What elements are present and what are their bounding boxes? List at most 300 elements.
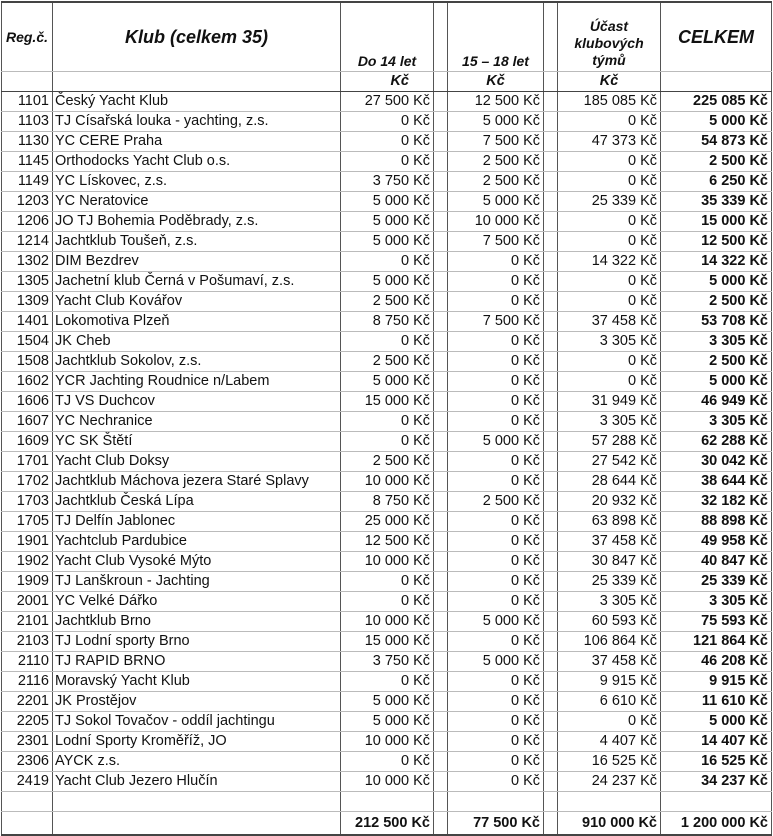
ucast-cell: 4 407 Kč — [558, 732, 661, 752]
separator-column — [544, 72, 558, 92]
do14-cell: 0 Kč — [341, 432, 434, 452]
unit-ucast: Kč — [558, 72, 661, 92]
separator-column — [544, 172, 558, 192]
ucast-cell: 0 Kč — [558, 212, 661, 232]
club-name-cell: AYCK z.s. — [53, 752, 341, 772]
age-15-18-cell: 7 500 Kč — [448, 132, 544, 152]
club-name-cell: Jachtklub Toušeň, z.s. — [53, 232, 341, 252]
ucast-cell: 0 Kč — [558, 272, 661, 292]
do14-cell: 27 500 Kč — [341, 92, 434, 112]
table-row — [2, 452, 772, 472]
table-row — [2, 352, 772, 372]
separator-column — [434, 672, 448, 692]
total-ucast: 910 000 Kč — [558, 812, 661, 836]
separator-column — [544, 292, 558, 312]
do14-cell: 5 000 Kč — [341, 192, 434, 212]
reg-number-cell: 1909 — [2, 572, 53, 592]
separator-column — [434, 732, 448, 752]
ucast-cell: 47 373 Kč — [558, 132, 661, 152]
reg-number-cell: 1309 — [2, 292, 53, 312]
celkem-cell: 49 958 Kč — [661, 532, 772, 552]
header-do14: Do 14 let — [341, 2, 434, 72]
separator-column — [544, 672, 558, 692]
ucast-cell: 0 Kč — [558, 232, 661, 252]
table-row — [2, 472, 772, 492]
reg-number-cell: 2103 — [2, 632, 53, 652]
age-15-18-cell: 0 Kč — [448, 732, 544, 752]
reg-number-cell: 1206 — [2, 212, 53, 232]
reg-number-cell: 2101 — [2, 612, 53, 632]
celkem-cell: 2 500 Kč — [661, 292, 772, 312]
table-row — [2, 312, 772, 332]
reg-number-cell: 1609 — [2, 432, 53, 452]
club-funding-table — [1, 1, 772, 836]
age-15-18-cell: 0 Kč — [448, 392, 544, 412]
age-15-18-cell: 7 500 Kč — [448, 312, 544, 332]
celkem-cell: 5 000 Kč — [661, 712, 772, 732]
table-row — [2, 432, 772, 452]
table-row — [2, 332, 772, 352]
age-15-18-cell: 0 Kč — [448, 452, 544, 472]
separator-column — [544, 392, 558, 412]
do14-cell: 5 000 Kč — [341, 212, 434, 232]
club-name-cell: YC Nechranice — [53, 412, 341, 432]
celkem-cell: 25 339 Kč — [661, 572, 772, 592]
do14-cell: 5 000 Kč — [341, 372, 434, 392]
separator-column — [434, 532, 448, 552]
separator-column — [544, 152, 558, 172]
table-row — [2, 212, 772, 232]
separator-column — [434, 492, 448, 512]
separator-column — [434, 312, 448, 332]
celkem-cell: 3 305 Kč — [661, 412, 772, 432]
table-row — [2, 392, 772, 412]
club-name-cell: YC Lískovec, z.s. — [53, 172, 341, 192]
age-15-18-cell: 5 000 Kč — [448, 432, 544, 452]
separator-column — [434, 432, 448, 452]
header-klub: Klub (celkem 35) — [53, 2, 341, 72]
do14-cell: 12 500 Kč — [341, 532, 434, 552]
separator-column — [434, 332, 448, 352]
table-row — [2, 372, 772, 392]
table-row — [2, 192, 772, 212]
separator-column — [544, 812, 558, 836]
separator-column — [434, 412, 448, 432]
ucast-cell: 14 322 Kč — [558, 252, 661, 272]
header-ucast — [558, 2, 661, 72]
reg-number-cell: 1305 — [2, 272, 53, 292]
celkem-cell: 32 182 Kč — [661, 492, 772, 512]
total-celkem: 1 200 000 Kč — [661, 812, 772, 836]
do14-cell: 0 Kč — [341, 672, 434, 692]
separator-column — [544, 112, 558, 132]
table-row — [2, 92, 772, 112]
club-name-cell: YC Velké Dářko — [53, 592, 341, 612]
club-name-cell: Český Yacht Klub — [53, 92, 341, 112]
celkem-cell: 40 847 Kč — [661, 552, 772, 572]
do14-cell: 10 000 Kč — [341, 552, 434, 572]
blank-row — [2, 792, 772, 812]
celkem-cell: 35 339 Kč — [661, 192, 772, 212]
reg-number-cell: 2419 — [2, 772, 53, 792]
celkem-cell: 62 288 Kč — [661, 432, 772, 452]
table-row — [2, 232, 772, 252]
separator-column — [544, 612, 558, 632]
unit-cell-empty — [661, 72, 772, 92]
reg-number-cell: 1602 — [2, 372, 53, 392]
age-15-18-cell: 0 Kč — [448, 572, 544, 592]
reg-number-cell: 2306 — [2, 752, 53, 772]
club-name-cell: Lokomotiva Plzeň — [53, 312, 341, 332]
celkem-cell: 54 873 Kč — [661, 132, 772, 152]
do14-cell: 10 000 Kč — [341, 732, 434, 752]
separator-column — [544, 372, 558, 392]
table-row — [2, 272, 772, 292]
celkem-cell: 30 042 Kč — [661, 452, 772, 472]
separator-column — [544, 712, 558, 732]
table-row — [2, 632, 772, 652]
club-name-cell: DIM Bezdrev — [53, 252, 341, 272]
reg-number-cell: 1703 — [2, 492, 53, 512]
age-15-18-cell: 0 Kč — [448, 712, 544, 732]
ucast-cell: 0 Kč — [558, 112, 661, 132]
separator-column — [434, 132, 448, 152]
reg-number-cell: 2201 — [2, 692, 53, 712]
separator-column — [544, 472, 558, 492]
separator-column — [434, 112, 448, 132]
do14-cell: 25 000 Kč — [341, 512, 434, 532]
celkem-cell: 121 864 Kč — [661, 632, 772, 652]
celkem-cell: 12 500 Kč — [661, 232, 772, 252]
club-name-cell: TJ Lodní sporty Brno — [53, 632, 341, 652]
age-15-18-cell: 5 000 Kč — [448, 652, 544, 672]
header-reg: Reg.č. — [2, 2, 53, 72]
table-row — [2, 752, 772, 772]
club-name-cell: Jachtklub Sokolov, z.s. — [53, 352, 341, 372]
separator-column — [544, 452, 558, 472]
table-row — [2, 732, 772, 752]
separator-column — [544, 732, 558, 752]
do14-cell: 0 Kč — [341, 112, 434, 132]
age-15-18-cell: 0 Kč — [448, 292, 544, 312]
reg-number-cell: 2301 — [2, 732, 53, 752]
table-row — [2, 132, 772, 152]
club-name-cell: Yacht Club Vysoké Mýto — [53, 552, 341, 572]
separator-column — [434, 192, 448, 212]
celkem-cell: 3 305 Kč — [661, 592, 772, 612]
celkem-cell: 9 915 Kč — [661, 672, 772, 692]
celkem-cell: 5 000 Kč — [661, 372, 772, 392]
club-name-cell: Jachtklub Brno — [53, 612, 341, 632]
separator-column — [434, 472, 448, 492]
do14-cell: 15 000 Kč — [341, 632, 434, 652]
club-name-cell: YC Neratovice — [53, 192, 341, 212]
separator-column — [544, 592, 558, 612]
reg-number-cell: 1705 — [2, 512, 53, 532]
do14-cell: 15 000 Kč — [341, 392, 434, 412]
do14-cell: 0 Kč — [341, 752, 434, 772]
ucast-cell: 3 305 Kč — [558, 332, 661, 352]
table-row — [2, 112, 772, 132]
age-15-18-cell: 0 Kč — [448, 552, 544, 572]
age-15-18-cell: 5 000 Kč — [448, 192, 544, 212]
age-15-18-cell: 0 Kč — [448, 672, 544, 692]
separator-column — [434, 392, 448, 412]
club-name-cell: JK Cheb — [53, 332, 341, 352]
reg-number-cell: 1101 — [2, 92, 53, 112]
unit-row — [2, 72, 772, 92]
do14-cell: 3 750 Kč — [341, 172, 434, 192]
reg-number-cell: 2205 — [2, 712, 53, 732]
separator-column — [434, 452, 448, 472]
reg-number-cell: 1508 — [2, 352, 53, 372]
reg-number-cell: 1702 — [2, 472, 53, 492]
club-name-cell: Yachtclub Pardubice — [53, 532, 341, 552]
age-15-18-cell: 0 Kč — [448, 332, 544, 352]
club-name-cell: Jachtklub Máchova jezera Staré Splavy — [53, 472, 341, 492]
club-name-cell: JK Prostějov — [53, 692, 341, 712]
unit-cell-empty — [2, 72, 53, 92]
ucast-cell: 37 458 Kč — [558, 652, 661, 672]
celkem-cell: 46 949 Kč — [661, 392, 772, 412]
separator-column — [544, 572, 558, 592]
do14-cell: 0 Kč — [341, 132, 434, 152]
separator-column — [544, 652, 558, 672]
do14-cell: 10 000 Kč — [341, 472, 434, 492]
separator-column — [434, 712, 448, 732]
separator-column — [434, 592, 448, 612]
separator-column — [544, 312, 558, 332]
reg-number-cell: 2116 — [2, 672, 53, 692]
celkem-cell: 5 000 Kč — [661, 112, 772, 132]
club-name-cell: Lodní Sporty Kroměříž, JO — [53, 732, 341, 752]
reg-number-cell: 1504 — [2, 332, 53, 352]
table-row — [2, 672, 772, 692]
club-name-cell: Yacht Club Doksy — [53, 452, 341, 472]
separator-column — [544, 692, 558, 712]
header-ucast-line3: týmů — [592, 52, 626, 68]
separator-column — [434, 652, 448, 672]
do14-cell: 10 000 Kč — [341, 612, 434, 632]
table-row — [2, 512, 772, 532]
ucast-cell: 6 610 Kč — [558, 692, 661, 712]
reg-number-cell: 1149 — [2, 172, 53, 192]
separator-column — [434, 772, 448, 792]
table-row — [2, 412, 772, 432]
age-15-18-cell: 12 500 Kč — [448, 92, 544, 112]
table-row — [2, 152, 772, 172]
celkem-cell: 16 525 Kč — [661, 752, 772, 772]
ucast-cell: 16 525 Kč — [558, 752, 661, 772]
do14-cell: 2 500 Kč — [341, 452, 434, 472]
separator-column — [434, 172, 448, 192]
reg-number-cell: 1901 — [2, 532, 53, 552]
age-15-18-cell: 0 Kč — [448, 252, 544, 272]
club-name-cell: TJ RAPID BRNO — [53, 652, 341, 672]
club-name-cell: TJ Delfín Jablonec — [53, 512, 341, 532]
header-15-18: 15 – 18 let — [448, 2, 544, 72]
reg-number-cell: 1701 — [2, 452, 53, 472]
celkem-cell: 53 708 Kč — [661, 312, 772, 332]
separator-column — [544, 632, 558, 652]
do14-cell: 0 Kč — [341, 152, 434, 172]
ucast-cell: 0 Kč — [558, 172, 661, 192]
separator-column — [434, 512, 448, 532]
reg-number-cell: 1203 — [2, 192, 53, 212]
celkem-cell: 46 208 Kč — [661, 652, 772, 672]
club-name-cell: Jachtklub Česká Lípa — [53, 492, 341, 512]
ucast-cell: 37 458 Kč — [558, 532, 661, 552]
age-15-18-cell: 0 Kč — [448, 372, 544, 392]
separator-column — [434, 752, 448, 772]
reg-number-cell: 1145 — [2, 152, 53, 172]
unit-15-18: Kč — [448, 72, 544, 92]
ucast-cell: 106 864 Kč — [558, 632, 661, 652]
club-name-cell: YCR Jachting Roudnice n/Labem — [53, 372, 341, 392]
separator-column — [544, 432, 558, 452]
ucast-cell: 57 288 Kč — [558, 432, 661, 452]
do14-cell: 5 000 Kč — [341, 692, 434, 712]
club-name-cell: Yacht Club Kovářov — [53, 292, 341, 312]
ucast-cell: 0 Kč — [558, 372, 661, 392]
club-name-cell: TJ Císařská louka - yachting, z.s. — [53, 112, 341, 132]
club-name-cell: Jachetní klub Černá v Pošumaví, z.s. — [53, 272, 341, 292]
reg-number-cell: 1902 — [2, 552, 53, 572]
club-name-cell: Yacht Club Jezero Hlučín — [53, 772, 341, 792]
do14-cell: 0 Kč — [341, 592, 434, 612]
separator-column — [434, 572, 448, 592]
ucast-cell: 9 915 Kč — [558, 672, 661, 692]
do14-cell: 0 Kč — [341, 412, 434, 432]
club-name-cell: Moravský Yacht Klub — [53, 672, 341, 692]
ucast-cell: 0 Kč — [558, 712, 661, 732]
club-name-cell: TJ Lanškroun - Jachting — [53, 572, 341, 592]
total-do14: 212 500 Kč — [341, 812, 434, 836]
table-row — [2, 252, 772, 272]
separator-column — [544, 252, 558, 272]
reg-number-cell: 1401 — [2, 312, 53, 332]
age-15-18-cell: 0 Kč — [448, 592, 544, 612]
do14-cell: 0 Kč — [341, 332, 434, 352]
separator-column — [544, 332, 558, 352]
reg-number-cell: 1214 — [2, 232, 53, 252]
ucast-cell: 28 644 Kč — [558, 472, 661, 492]
ucast-cell: 30 847 Kč — [558, 552, 661, 572]
do14-cell: 5 000 Kč — [341, 712, 434, 732]
celkem-cell: 3 305 Kč — [661, 332, 772, 352]
do14-cell: 0 Kč — [341, 252, 434, 272]
table-row — [2, 592, 772, 612]
ucast-cell: 24 237 Kč — [558, 772, 661, 792]
totals-cell-empty — [2, 812, 53, 836]
table-body — [2, 92, 772, 792]
ucast-cell: 27 542 Kč — [558, 452, 661, 472]
celkem-cell: 75 593 Kč — [661, 612, 772, 632]
reg-number-cell: 1103 — [2, 112, 53, 132]
table-row — [2, 712, 772, 732]
reg-number-cell: 1606 — [2, 392, 53, 412]
separator-column — [434, 292, 448, 312]
separator-column — [434, 692, 448, 712]
age-15-18-cell: 2 500 Kč — [448, 172, 544, 192]
separator-column — [544, 192, 558, 212]
do14-cell: 5 000 Kč — [341, 232, 434, 252]
ucast-cell: 31 949 Kč — [558, 392, 661, 412]
club-name-cell: TJ Sokol Tovačov - oddíl jachtingu — [53, 712, 341, 732]
ucast-cell: 37 458 Kč — [558, 312, 661, 332]
celkem-cell: 15 000 Kč — [661, 212, 772, 232]
age-15-18-cell: 0 Kč — [448, 752, 544, 772]
separator-column — [544, 532, 558, 552]
ucast-cell: 3 305 Kč — [558, 592, 661, 612]
totals-row — [2, 812, 772, 836]
separator-column — [434, 152, 448, 172]
celkem-cell: 34 237 Kč — [661, 772, 772, 792]
table-row — [2, 572, 772, 592]
do14-cell: 0 Kč — [341, 572, 434, 592]
ucast-cell: 0 Kč — [558, 152, 661, 172]
reg-number-cell: 1607 — [2, 412, 53, 432]
club-name-cell: YC CERE Praha — [53, 132, 341, 152]
ucast-cell: 0 Kč — [558, 292, 661, 312]
separator-column — [544, 752, 558, 772]
separator-column — [434, 2, 448, 72]
celkem-cell: 5 000 Kč — [661, 272, 772, 292]
celkem-cell: 2 500 Kč — [661, 352, 772, 372]
do14-cell: 2 500 Kč — [341, 292, 434, 312]
table-row — [2, 292, 772, 312]
ucast-cell: 185 085 Kč — [558, 92, 661, 112]
separator-column — [434, 632, 448, 652]
ucast-cell: 25 339 Kč — [558, 572, 661, 592]
celkem-cell: 6 250 Kč — [661, 172, 772, 192]
unit-do14: Kč — [341, 72, 434, 92]
ucast-cell: 63 898 Kč — [558, 512, 661, 532]
age-15-18-cell: 5 000 Kč — [448, 612, 544, 632]
separator-column — [544, 772, 558, 792]
club-name-cell: JO TJ Bohemia Poděbrady, z.s. — [53, 212, 341, 232]
header-ucast-line1: Účast — [589, 18, 629, 34]
age-15-18-cell: 0 Kč — [448, 632, 544, 652]
age-15-18-cell: 10 000 Kč — [448, 212, 544, 232]
reg-number-cell: 2110 — [2, 652, 53, 672]
do14-cell: 10 000 Kč — [341, 772, 434, 792]
age-15-18-cell: 0 Kč — [448, 532, 544, 552]
do14-cell: 3 750 Kč — [341, 652, 434, 672]
header-row — [2, 2, 772, 72]
separator-column — [434, 612, 448, 632]
table-row — [2, 172, 772, 192]
age-15-18-cell: 2 500 Kč — [448, 492, 544, 512]
table-row — [2, 692, 772, 712]
celkem-cell: 225 085 Kč — [661, 92, 772, 112]
ucast-cell: 60 593 Kč — [558, 612, 661, 632]
ucast-cell: 20 932 Kč — [558, 492, 661, 512]
separator-column — [544, 232, 558, 252]
table-row — [2, 532, 772, 552]
separator-column — [544, 132, 558, 152]
age-15-18-cell: 2 500 Kč — [448, 152, 544, 172]
unit-cell-empty — [53, 72, 341, 92]
separator-column — [434, 552, 448, 572]
reg-number-cell: 1302 — [2, 252, 53, 272]
celkem-cell: 14 322 Kč — [661, 252, 772, 272]
table-row — [2, 552, 772, 572]
separator-column — [544, 412, 558, 432]
age-15-18-cell: 0 Kč — [448, 512, 544, 532]
do14-cell: 8 750 Kč — [341, 492, 434, 512]
age-15-18-cell: 5 000 Kč — [448, 112, 544, 132]
